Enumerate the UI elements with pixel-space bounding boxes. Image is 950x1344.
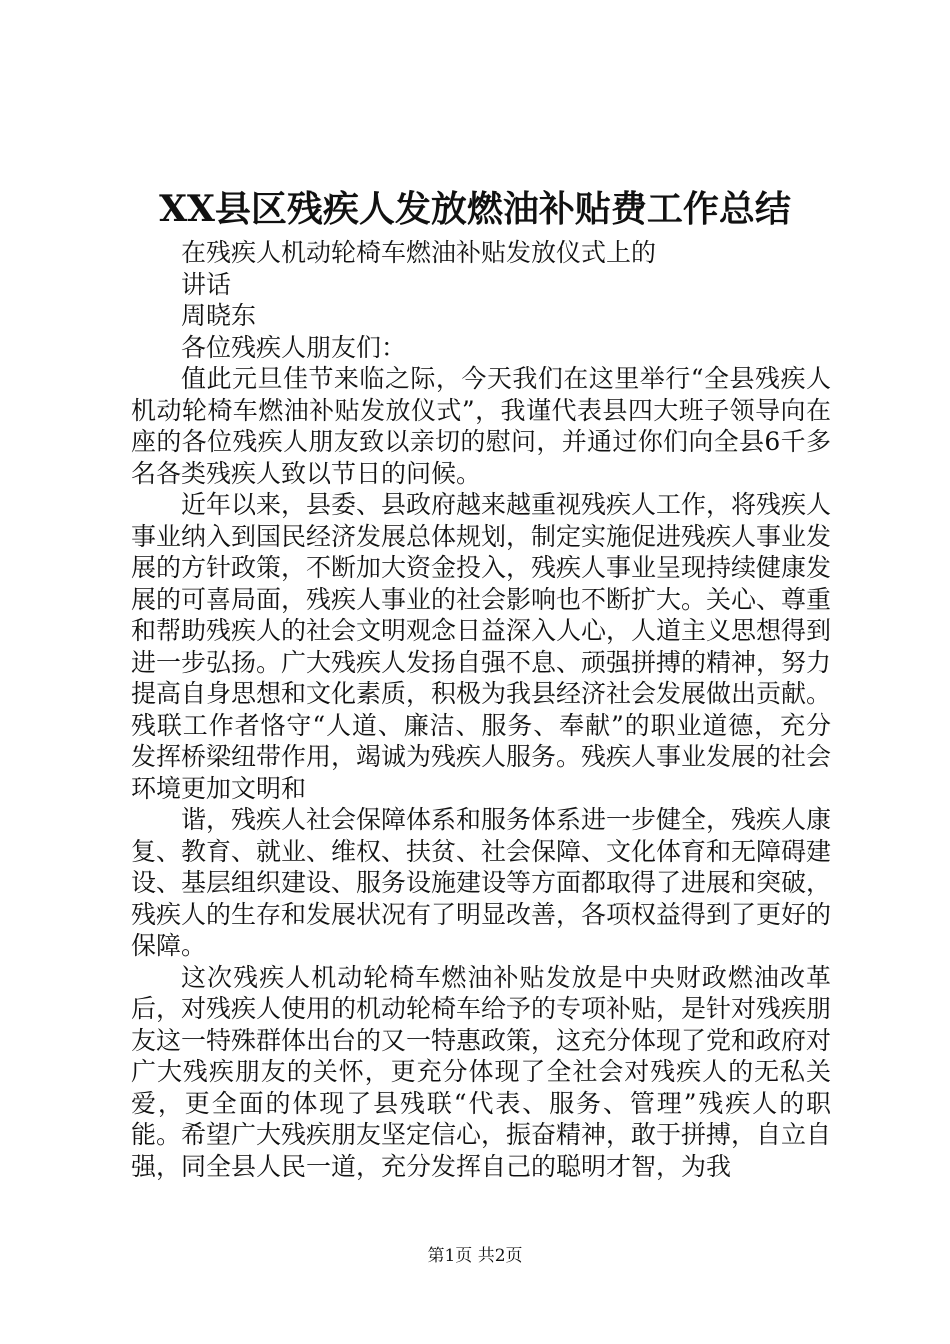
document-title: XX县区残疾人发放燃油补贴费工作总结 xyxy=(159,188,791,230)
author-name: 周晓东 xyxy=(181,301,257,330)
salutation: 各位残疾人朋友们： xyxy=(181,332,407,362)
page-number: 第1页 共2页 xyxy=(427,1246,523,1266)
subtitle-line-2: 讲话 xyxy=(181,269,232,299)
subtitle-line-1: 在残疾人机动轮椅车燃油补贴发放仪式上的 xyxy=(181,238,657,267)
paragraph: 这次残疾人机动轮椅车燃油补贴发放是中央财政燃油改革后，对残疾人使用的机动轮椅车给予的专项补贴，是针对残疾朋友这一特殊群体出台的又一特惠政策，这充分体现了党和政府对广大残疾朋友的关怀，更充分体现了全社会对残疾人的无私关爱，更全面的体现了县残联“代表、服务、管理”残疾人的职能。希望广大残疾朋友坚定信心，振奋精神，敢于拼搏，自立自强，同全县人民一道，充分发挥自己的聪明才智，为我 xyxy=(131,962,832,1181)
paragraph: 谐，残疾人社会保障体系和服务体系进一步健全，残疾人康复、教育、就业、维权、扶贫、社会保障、文化体育和无障碍建设、基层组织建设、服务设施建设等方面都取得了进展和突破，残疾人的生存和发展状况有了明显改善，各项权益得到了更好的保障。 xyxy=(131,805,832,960)
paragraph: 值此元旦佳节来临之际，今天我们在这里举行“全县残疾人机动轮椅车燃油补贴发放仪式”，我谨代表县四大班子领导向在座的各位残疾人朋友致以亲切的慰问，并通过你们向全县6千多名各类残疾人致以节日的问候。 xyxy=(131,364,831,488)
paragraph: 近年以来，县委、县政府越来越重视残疾人工作，将残疾人事业纳入到国民经济发展总体规划，制定实施促进残疾人事业发展的方针政策，不断加大资金投入，残疾人事业呈现持续健康发展的可喜局面，残疾人事业的社会影响也不断扩大。关心、尊重和帮助残疾人的社会文明观念日益深入人心，人道主义思想得到进一步弘扬。广大残疾人发扬自强不息、顽强拼搏的精神，努力提高自身思想和文化素质，积极为我县经济社会发展做出贡献。残联工作者恪守“人道、廉洁、服务、奉献”的职业道德，充分发挥桥梁纽带作用，竭诚为残疾人服务。残疾人事业发展的社会环境更加文明和 xyxy=(131,490,832,803)
document-body xyxy=(131,237,831,1182)
